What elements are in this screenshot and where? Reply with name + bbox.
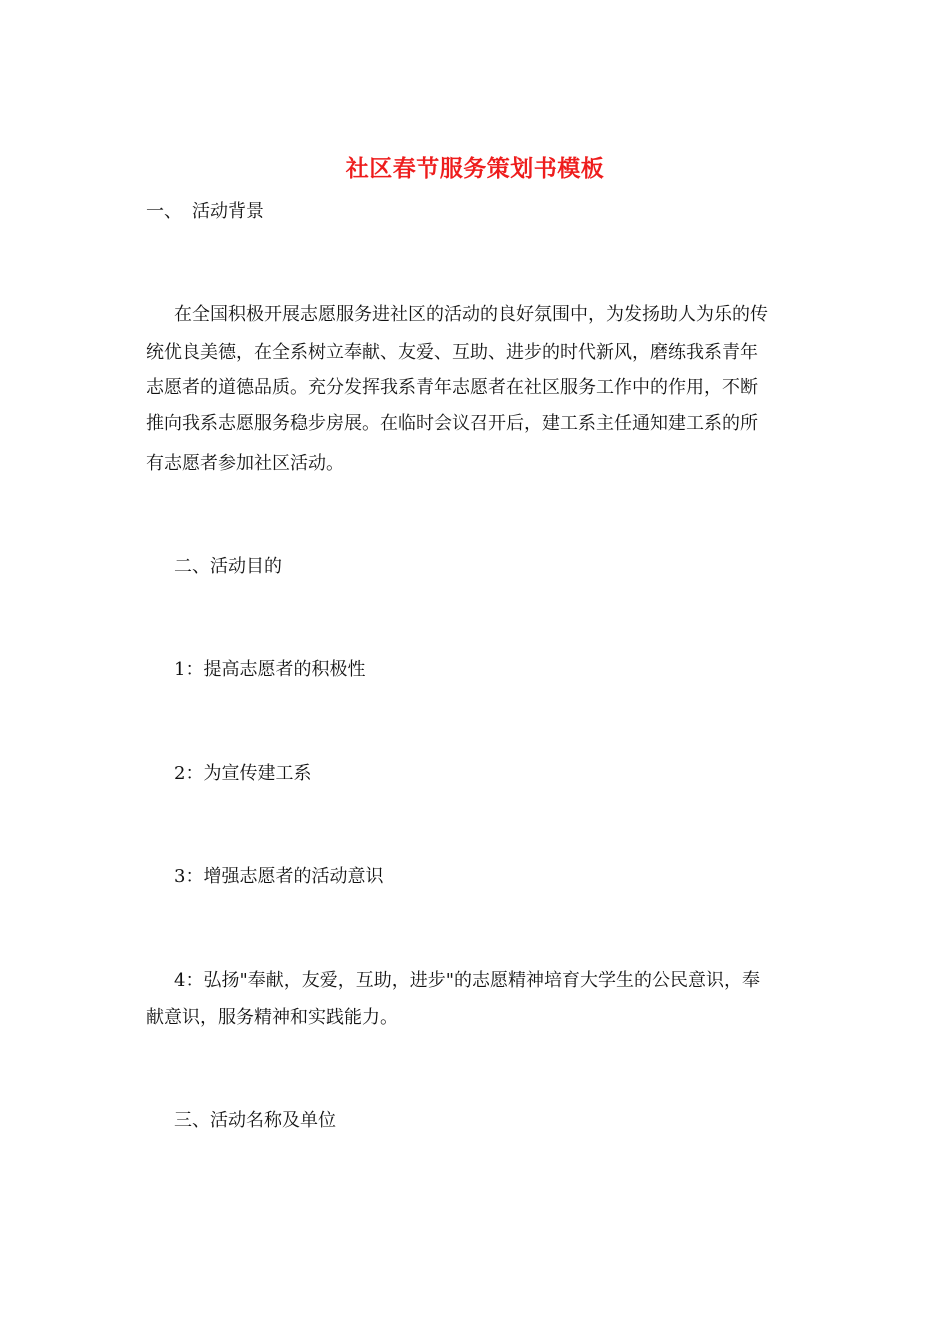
section-3-heading: 三、活动名称及单位 bbox=[174, 1110, 336, 1131]
paragraph-line: 在全国积极开展志愿服务进社区的活动的良好氛围中，为发扬助人为乐的传 bbox=[174, 304, 768, 325]
paragraph-line: 推向我系志愿服务稳步房展。在临时会议召开后，建工系主任通知建工系的所 bbox=[146, 413, 758, 434]
paragraph-line: 统优良美德，在全系树立奉献、友爱、互助、进步的时代新风，磨练我系青年 bbox=[146, 342, 758, 363]
document-title: 社区春节服务策划书模板 bbox=[345, 156, 605, 182]
goal-item: 3：增强志愿者的活动意识 bbox=[174, 866, 384, 887]
paragraph-line: 有志愿者参加社区活动。 bbox=[146, 453, 344, 474]
section-1-heading: 活动背景 bbox=[192, 201, 264, 222]
goal-item: 1：提高志愿者的积极性 bbox=[174, 659, 366, 680]
section-1-marker: 一、 bbox=[146, 201, 182, 222]
paragraph-line: 4：弘扬"奉献，友爱，互助，进步"的志愿精神培育大学生的公民意识，奉 bbox=[174, 970, 761, 991]
paragraph-line: 献意识，服务精神和实践能力。 bbox=[146, 1007, 398, 1028]
goal-item: 2：为宣传建工系 bbox=[174, 763, 312, 784]
paragraph-line: 志愿者的道德品质。充分发挥我系青年志愿者在社区服务工作中的作用，不断 bbox=[146, 377, 758, 398]
section-2-heading: 二、活动目的 bbox=[174, 556, 282, 577]
